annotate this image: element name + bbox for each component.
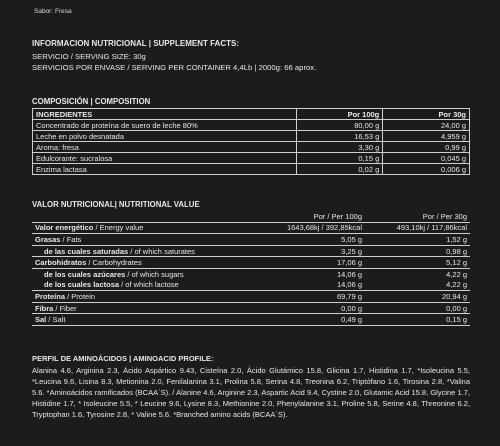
ingredient-name: Concentrado de proteína de suero de leche 80% (33, 120, 297, 131)
col-per-100g: Por / Per 100g (260, 211, 365, 222)
col-per-100g: Por 100g (296, 109, 383, 120)
nutrient-per-30g: 0,15 g (365, 314, 470, 326)
nutrient-name: Sal (35, 315, 47, 325)
ingredient-per-30g: 0,99 g (383, 142, 470, 153)
nutrient-name-en: / Energy value (93, 223, 144, 233)
table-row (32, 302, 470, 314)
table-row (33, 120, 470, 131)
ingredient-per-30g: 0,006 g (383, 164, 470, 175)
aminoacid-profile-title: PERFIL DE AMINOÁCIDOS | AMINOACID PROFILE: (32, 354, 214, 363)
table-row (32, 314, 470, 326)
col-per-30g: Por / Per 30g (365, 211, 470, 222)
nutrient-per-30g: 5,12 g (365, 257, 470, 269)
ingredient-per-30g: 0,045 g (383, 153, 470, 164)
nutrition-title: VALOR NUTRICIONAL| NUTRITIONAL VALUE (32, 200, 200, 209)
table-row (32, 245, 470, 257)
table-row (32, 257, 470, 269)
table-row (32, 291, 470, 303)
ingredient-per-100g: 16,53 g (296, 131, 383, 142)
nutrient-name: de los cuales azúcares (44, 269, 126, 279)
nutrition-table (32, 211, 470, 326)
ingredient-per-100g: 0,15 g (296, 153, 383, 164)
aminoacid-profile (32, 354, 470, 420)
nutrient-name: Grasas (35, 234, 61, 244)
nutrient-name: de los cuales lactosa (44, 280, 120, 290)
nutrient-name-en: / Fats (60, 234, 82, 244)
composition-title: COMPOSICIÓN | COMPOSITION (32, 97, 151, 106)
nutrient-name-en: / Fiber (53, 303, 77, 313)
nutrient-per-100g: 3,25 g (260, 245, 365, 257)
nutrient-per-30g: 4,22 g (365, 280, 470, 291)
col-ingredients: INGREDIENTES (33, 109, 297, 120)
col-per-30g: Por 30g (383, 109, 470, 120)
composition-header-row (33, 109, 470, 120)
composition-table (32, 108, 470, 175)
ingredient-per-100g: 3,30 g (296, 142, 383, 153)
nutrient-per-100g: 14,06 g (336, 269, 362, 279)
nutrient-name-en: / of which lactose (119, 280, 179, 290)
table-row (33, 131, 470, 142)
nutrient-per-30g: 4,22 g (446, 269, 467, 279)
nutrition-header-row (32, 211, 470, 222)
nutrient-per-30g: 1,52 g (365, 234, 470, 246)
nutrient-name: Valor energético (35, 223, 94, 233)
nutrient-per-100g: 0,49 g (260, 314, 365, 326)
nutrient-name-en: / of which saturates (128, 246, 195, 256)
nutrient-name: Proteína (35, 291, 66, 301)
ingredient-name: Edulcorante: sucralosa (33, 153, 297, 164)
nutrient-name-en: / Salt (46, 315, 66, 325)
ingredient-per-100g: 0,02 g (296, 164, 383, 175)
nutrient-name: Carbohidratos (35, 258, 87, 268)
table-row (32, 222, 470, 234)
nutrient-per-100g: 5,05 g (260, 234, 365, 246)
aminoacid-profile-text: Alanina 4.6, Arginina 2.3, Ácido Aspártico 9.43, Cisteína 2.0, Ácido Glutámico 15.8, Glicina 1.7, Histidina 1.7, *Isoleucina 5.5, *Leucina 9.6, Lisina 8.3, Metionina 2.0, Fenilalanina 3.1, Prolina 5.8, Serina 4.8, Treonina 6.2, Triptófano 1.6, Tirosina 2.8, *Valina 5.6. *Aminoácidos ramificados (BCAA´S). / Alanine 4.6, Arginine 2.3, Aspartic Acid 9.4, Cystine 2.0, Glutamic Acid 15.8, Glycine 1.7, Histidine 1.7, * Isoleucine 5.5, * Leucine 9.6, Lysine 8.3, Methionine 2.0, Phenylalanine 3.1, Proline 5.8, Serine 4.8, Threonine 6.2, Tryptophan 1.6, Tyrosine 2.8, * Valine 5.6. *Branched amino acids (BCAA´S). (32, 366, 470, 419)
nutrient-per-100g: 0,00 g (260, 302, 365, 314)
nutrient-name-en: / of which sugars (125, 269, 184, 279)
nutrient-per-100g: 69,79 g (260, 291, 365, 303)
nutrient-per-30g: 0,00 g (365, 302, 470, 314)
table-row (32, 280, 470, 291)
table-row (33, 153, 470, 164)
nutrient-per-100g: 17,06 g (260, 257, 365, 269)
ingredient-name: Enzima lactasa (33, 164, 297, 175)
supplement-facts-header (32, 39, 472, 74)
nutrient-per-30g: 0,98 g (365, 245, 470, 257)
table-row (33, 142, 470, 153)
nutrient-name-en: / Protein (65, 291, 96, 301)
table-row (32, 268, 470, 279)
nutrient-per-30g: 20,94 g (365, 291, 470, 303)
supplement-facts-title: INFORMACION NUTRICIONAL | SUPPLEMENT FACTS: (32, 39, 239, 48)
servings-per-container: SERVICIOS POR ENVASE / SERVING PER CONTAINER 4,4Lb | 2000g: 66 aprox. (32, 62, 317, 72)
nutrient-name-en: / Carbohydrates (86, 258, 142, 268)
nutrient-name: de las cuales saturadas (44, 246, 129, 256)
ingredient-per-30g: 24,00 g (383, 120, 470, 131)
serving-size: SERVICIO / SERVING SIZE: 30g (32, 51, 146, 61)
nutrient-per-100g: 1643,68kj / 392,85kcal (260, 222, 365, 234)
ingredient-per-30g: 4,959 g (383, 131, 470, 142)
ingredient-name: Leche en polvo desnatada (33, 131, 297, 142)
flavor-label: Sabor: Fresa (34, 8, 72, 15)
ingredient-name: Aroma: fresa (33, 142, 297, 153)
nutrient-per-100g: 14,06 g (260, 280, 365, 291)
ingredient-per-100g: 80,00 g (296, 120, 383, 131)
nutrient-per-30g: 493,10kj / 117,86kcal (365, 222, 470, 234)
nutrient-name: Fibra (35, 303, 54, 313)
table-row (33, 164, 470, 175)
table-row (32, 234, 470, 246)
